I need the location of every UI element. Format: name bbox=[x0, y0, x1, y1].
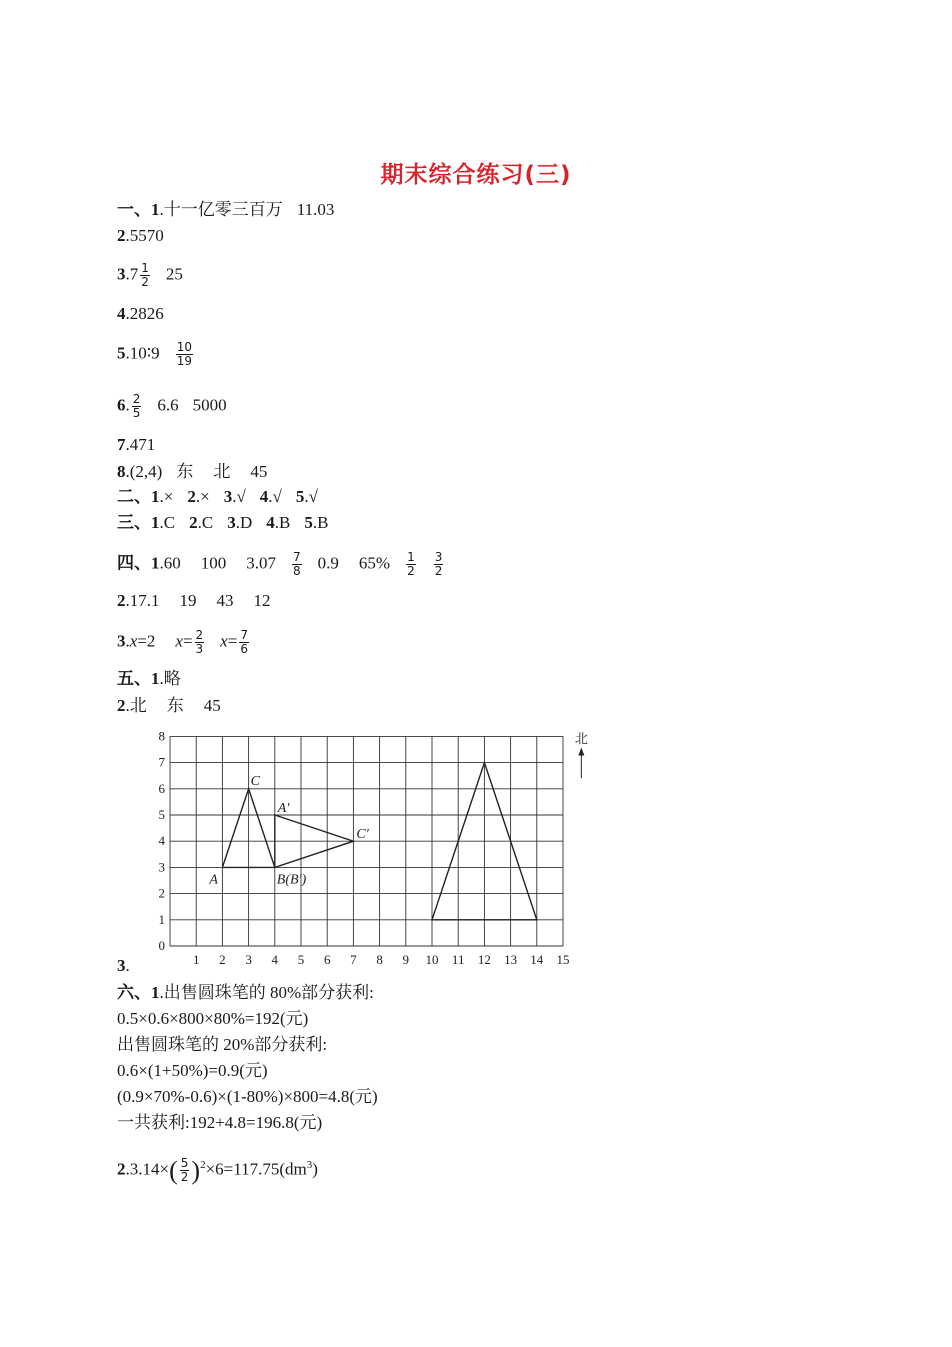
y-tick-label: 3 bbox=[158, 859, 165, 875]
y-tick-label: 6 bbox=[158, 780, 165, 796]
label-a-prime: A′ bbox=[277, 801, 290, 816]
fraction: $\frac{7}{8}$ bbox=[293, 550, 301, 578]
answer: 6.6 bbox=[157, 395, 179, 415]
x-tick-label: 2 bbox=[219, 952, 226, 967]
fraction: $\frac{1}{2}$ bbox=[141, 261, 149, 289]
x-tick-label: 8 bbox=[376, 952, 383, 967]
x-tick-label: 6 bbox=[323, 952, 331, 967]
label-a: A bbox=[209, 872, 218, 888]
s4-q2: 2.17.1 19 43 12 bbox=[117, 591, 271, 610]
x-tick-labels bbox=[193, 952, 570, 967]
section-label: 五、 bbox=[117, 669, 151, 688]
s6-q2: 2.3.14×( $\frac{5}{2}$ )$^2\times 6=117.75(dm^3)$ bbox=[117, 1155, 318, 1185]
x-tick-label: 5 bbox=[297, 952, 305, 967]
x-tick-label: 9 bbox=[402, 952, 410, 967]
x-tick-label: 10 bbox=[425, 952, 439, 967]
s2-answers: 二、1.× 2.× 3.√ 4.√ 5.√ bbox=[117, 487, 318, 506]
s1-q4 bbox=[117, 303, 164, 325]
label-c: C bbox=[250, 773, 260, 789]
s6-line-6: 一共获利:192+4.8=196.8(元) bbox=[117, 1113, 323, 1132]
y-tick-label: 0 bbox=[158, 938, 165, 953]
s6-line-5: (0.9×70%-0.6)×(1-80%)×800=4.8(元) bbox=[117, 1087, 378, 1106]
x-tick-label: 12 bbox=[477, 952, 491, 967]
s1-q6 bbox=[117, 393, 227, 420]
north-label: 北 bbox=[574, 730, 588, 746]
answer: 11.03 bbox=[296, 200, 335, 219]
answer: 25 bbox=[165, 264, 183, 284]
s1-q1 bbox=[117, 199, 334, 221]
answer: .(2,4) bbox=[125, 462, 163, 481]
q-num: 1 bbox=[151, 200, 160, 219]
x-tick-label: 4 bbox=[271, 952, 279, 967]
answer: .十一亿零三百万 bbox=[159, 200, 283, 219]
y-tick-label: 1 bbox=[158, 911, 165, 927]
fraction: $\frac{7}{6}$ bbox=[240, 628, 248, 656]
fraction: $\frac{2}{3}$ bbox=[195, 628, 204, 656]
section-label: 三、 bbox=[117, 513, 151, 532]
answer: .7 bbox=[125, 264, 139, 284]
q-num: 6 bbox=[117, 395, 126, 415]
s5-q3: 3. bbox=[117, 956, 130, 975]
s1-q2 bbox=[117, 225, 164, 247]
label-c-prime: C′ bbox=[356, 827, 369, 843]
s4-q1: 四、1.60 100 3.07 $\frac{7}{8}$ 0.9 65% $\frac{1}{2}$ $\frac{3}{2}$ bbox=[117, 550, 443, 578]
answer: 5000 bbox=[192, 395, 227, 415]
s3-answers: 三、1.C 2.C 3.D 4.B 5.B bbox=[117, 513, 329, 532]
s4-q3: 3.x=2 x= $\frac{2}{3}$ x= $\frac{7}{6}$ bbox=[117, 628, 248, 656]
fraction: $\frac{3}{2}$ bbox=[434, 550, 443, 578]
section-label: 二、 bbox=[117, 487, 151, 506]
x-tick-label: 15 bbox=[556, 952, 570, 967]
answer: .10∶9 bbox=[125, 343, 160, 363]
q-num: 2 bbox=[117, 226, 126, 245]
north-arrow-head bbox=[578, 748, 584, 756]
y-tick-label: 2 bbox=[158, 885, 165, 901]
fraction: $\frac{5}{2}$ bbox=[180, 1156, 189, 1185]
y-tick-label: 7 bbox=[158, 754, 165, 770]
label-b: B(B′) bbox=[276, 872, 307, 888]
q-num: 7 bbox=[117, 435, 126, 454]
x-tick-label: 13 bbox=[504, 952, 518, 967]
s6-line-1: 六、1.出售圆珠笔的 80%部分获利: bbox=[117, 983, 374, 1002]
answer: 北 bbox=[213, 462, 231, 481]
coordinate-grid-figure bbox=[140, 728, 610, 973]
answer: . bbox=[125, 395, 130, 415]
answer: .471 bbox=[125, 435, 156, 454]
fraction: $\frac{1}{2}$ bbox=[407, 550, 415, 578]
y-tick-labels bbox=[159, 728, 166, 953]
answer: .2826 bbox=[125, 304, 164, 323]
x-tick-label: 11 bbox=[451, 952, 465, 967]
section-label: 四、 bbox=[117, 553, 151, 573]
answer: 东 bbox=[176, 462, 194, 481]
section-label: 六、 bbox=[117, 983, 151, 1002]
x-tick-label: 1 bbox=[192, 952, 200, 967]
section-label: 一、 bbox=[117, 200, 151, 219]
s1-q7 bbox=[117, 434, 155, 456]
q-num: 8 bbox=[117, 462, 126, 481]
point-labels bbox=[208, 774, 369, 888]
s6-line-4: 0.6×(1+50%)=0.9(元) bbox=[117, 1061, 268, 1080]
q-num: 4 bbox=[117, 304, 126, 323]
y-tick-label: 4 bbox=[158, 833, 165, 849]
x-tick-label: 14 bbox=[530, 952, 544, 967]
s5-q1: 五、1.略 bbox=[117, 669, 181, 688]
s6-line-2: 0.5×0.6×800×80%=192(元) bbox=[117, 1009, 309, 1028]
x-tick-label: 3 bbox=[245, 952, 252, 967]
fraction: $\frac{10}{19}$ bbox=[176, 340, 192, 368]
answer: .5570 bbox=[125, 226, 164, 245]
s1-q5 bbox=[117, 341, 195, 368]
fraction: $\frac{2}{5}$ bbox=[132, 392, 141, 420]
answer: 45 bbox=[250, 462, 268, 481]
s5-q2: 2.北 东 45 bbox=[117, 696, 221, 715]
s1-q8 bbox=[117, 461, 267, 483]
s1-q3 bbox=[117, 262, 183, 289]
s6-line-3: 出售圆珠笔的 20%部分获利: bbox=[117, 1035, 328, 1054]
y-tick-label: 8 bbox=[158, 728, 165, 744]
q-num: 3 bbox=[117, 264, 126, 284]
x-tick-label: 7 bbox=[350, 952, 357, 967]
north-arrow bbox=[575, 731, 588, 778]
q-num: 5 bbox=[117, 343, 126, 363]
page-title: 期末综合练习(三) bbox=[380, 162, 572, 188]
y-tick-label: 5 bbox=[158, 807, 165, 822]
